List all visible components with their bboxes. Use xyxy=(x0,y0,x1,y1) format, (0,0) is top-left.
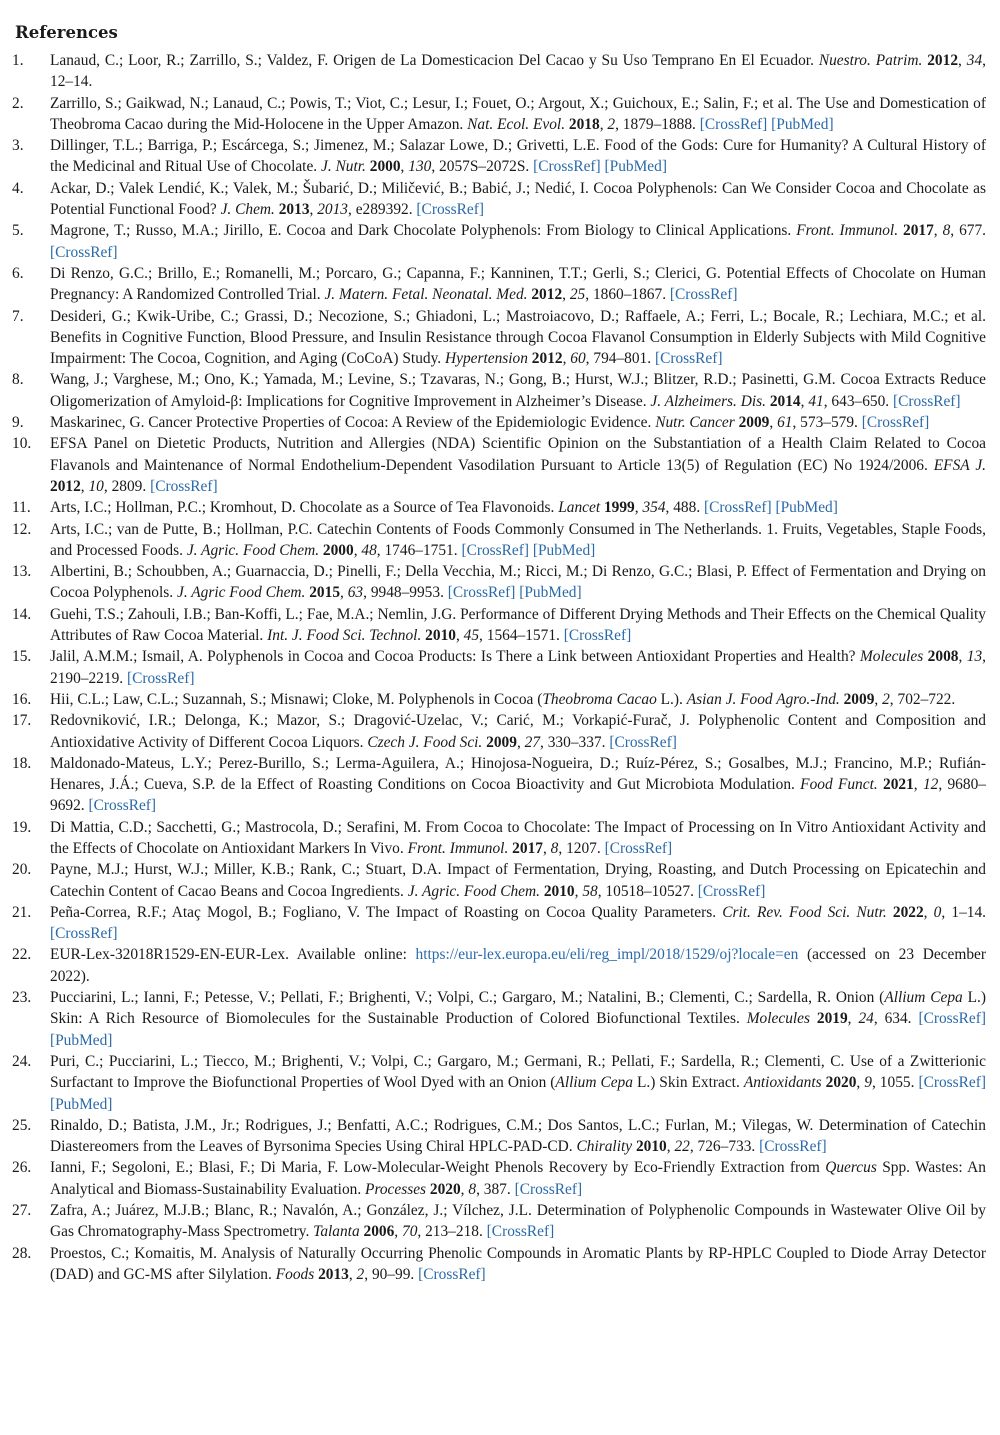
reference-volume: 13 xyxy=(966,648,983,666)
reference-body: Arts, I.C.; van de Putte, B.; Hollman, P.C. Catechin Contents of Foods Commonly Consumed in The Netherlands. 1. Fruits, Vegetables, Staple Foods, and Processed Foods. J. Agric. Food Chem. 2000, 48, 1746–1751. [CrossRef] [PubMed] xyxy=(50,520,986,559)
reference-body: Arts, I.C.; Hollman, P.C.; Kromhout, D. Chocolate as a Source of Tea Flavonoids. Lancet 1999, 354, 488. [CrossRef] [PubMed] xyxy=(50,499,838,517)
reference-body: Peña-Correa, R.F.; Ataç Mogol, B.; Fogliano, V. The Impact of Roasting on Cocoa Quality Parameters. Crit. Rev. Food Sci. Nutr. 2022, 0, 1–14. [CrossRef] xyxy=(50,903,987,943)
reference-body: Lanaud, C.; Loor, R.; Zarrillo, S.; Valdez, F. Origen de La Domesticacion Del Cacao y Su Uso Temprano En El Ecuador. Nuestro. Patrim. 2012, 34, 12–14. xyxy=(50,52,986,91)
reference-body: Maldonado-Mateus, L.Y.; Perez-Burillo, S.; Lerma-Aguilera, A.; Hinojosa-Nogueira, D.; Ruíz-Pérez, S.; Gosalbes, M.J.; Francino, M.P.; Rufián-Henares, J.Á.; Cueva, S.P. de la Effect of Roasting Conditions on Cocoa Bioactivity and Gut Microbiota Modulation. Food Funct. 2021, 12, 9680–9692. [CrossRef] xyxy=(50,754,986,815)
reference-pages: 12–14. xyxy=(50,73,93,91)
reference-journal: Front. Immunol. xyxy=(796,222,899,240)
reference-authors-title: Magrone, T.; Russo, M.A.; Jirillo, E. Cocoa and Dark Chocolate Polyphenols: From Biology to Clinical Applications. xyxy=(50,222,792,240)
reference-authors-title: Maldonado-Mateus, L.Y.; Perez-Burillo, S.; Lerma-Aguilera, A.; Hinojosa-Nogueira, D.; Ruíz-Pérez, S.; Gosalbes, M.J.; Francino, M.P.; Rufián-Henares, J.Á.; Cueva, S.P. de la Effect of Roasting Conditions on Cocoa Bioactivity and Gut Microbiota Modulation. xyxy=(50,754,986,794)
reference-volume: 58 xyxy=(582,882,598,900)
reference-body: Di Renzo, G.C.; Brillo, E.; Romanelli, M.; Porcaro, G.; Capanna, F.; Kanninen, T.T.; Gerli, S.; Clerici, G. Potential Effects of Chocolate on Human Pregnancy: A Randomized Controlled Trial. J. Matern. Fetal. Neonatal. Med. 2012, 25, 1860–1867. [CrossRef] xyxy=(50,264,986,304)
crossref-link[interactable]: [CrossRef] xyxy=(88,797,157,815)
reference-body: Zafra, A.; Juárez, M.J.B.; Blanc, R.; Navalón, A.; González, J.; Vílchez, J.L. Determination of Polyphenolic Compounds in Wastewater Olive Oil by Gas Chromatography-Mass Spectrometry. Talanta 2006, 70, 213–218. [CrossRef] xyxy=(50,1202,986,1241)
reference-authors-title: Pucciarini, L.; Ianni, F.; Petesse, V.; Pellati, F.; Brighenti, V.; Volpi, C.; Gargaro, M.; Natalini, B.; Clementi, C.; Sardella, R. Onion ( xyxy=(50,989,885,1007)
reference-journal: Nuestro. Patrim. xyxy=(818,52,923,69)
reference-journal: Front. Immunol. xyxy=(407,839,509,857)
reference-species-name: Theobroma Cacao xyxy=(542,690,657,708)
reference-title-continued: L.). xyxy=(656,690,683,708)
reference-journal: Int. J. Food Sci. Technol. xyxy=(267,627,422,645)
reference-item xyxy=(12,93,986,136)
reference-year: 2021 xyxy=(883,776,914,794)
reference-title-continued: L.) Skin: A Rich Resource of Biomolecules for the Sustainable Production of Colored Biofunctional Textiles. xyxy=(50,989,986,1028)
reference-number: 14. xyxy=(12,605,32,623)
reference-authors-title: Jalil, A.M.M.; Ismail, A. Polyphenols in Cocoa and Cocoa Products: Is There a Link between Antioxidant Properties and Health? xyxy=(50,648,856,666)
reference-volume: 0 xyxy=(933,903,942,921)
reference-authors-title: Albertini, B.; Schoubben, A.; Guarnaccia, D.; Pinelli, F.; Della Vecchia, M.; Ricci, M.; Di Renzo, G.C.; Blasi, P. Effect of Fermentation and Drying on Cocoa Polyphenols. xyxy=(50,563,986,602)
reference-item xyxy=(12,306,986,370)
reference-journal: Food Funct. xyxy=(800,776,878,794)
reference-number: 21. xyxy=(12,903,32,921)
crossref-link[interactable]: [CrossRef] xyxy=(759,1138,827,1156)
reference-year: 2006 xyxy=(363,1223,395,1241)
reference-body: Albertini, B.; Schoubben, A.; Guarnaccia, D.; Pinelli, F.; Della Vecchia, M.; Ricci, M.; Di Renzo, G.C.; Blasi, P. Effect of Fermentation and Drying on Cocoa Polyphenols. J. Agric Food Chem. 2015, 63, 9948–9953. [CrossRef] [PubMed] xyxy=(50,563,986,602)
reference-number: 7. xyxy=(12,307,24,325)
reference-volume: 45 xyxy=(463,627,480,645)
reference-item xyxy=(12,412,986,433)
crossref-link[interactable]: [CrossRef] xyxy=(893,392,961,410)
crossref-link[interactable]: [CrossRef] xyxy=(604,839,673,857)
reference-authors-title: Dillinger, T.L.; Barriga, P.; Escárcega, S.; Jimenez, M.; Salazar Lowe, D.; Grivetti, L.E. Food of the Gods: Cure for Humanity? A Cultural History of the Medicinal and Ritual Use of Chocolate. xyxy=(50,137,986,176)
reference-journal: Crit. Rev. Food Sci. Nutr. xyxy=(722,903,887,921)
reference-number: 19. xyxy=(12,818,32,836)
reference-year: 2009 xyxy=(486,733,517,751)
reference-body: Puri, C.; Pucciarini, L.; Tiecco, M.; Brighenti, V.; Volpi, C.; Gargaro, M.; Germani, R.; Pellati, F.; Sardella, R.; Clementi, C. Use of a Zwitterionic Surfactant to Improve the Biofunctional Properties of Wool Dyed with an Onion (Allium Cepa L.) Skin Extract. Antioxidants 2020, 9, 1055. [CrossRef] [PubMed] xyxy=(50,1052,986,1113)
reference-number: 27. xyxy=(12,1202,32,1220)
reference-item xyxy=(12,987,986,1051)
reference-number: 1. xyxy=(12,52,24,69)
reference-year: 2009 xyxy=(738,414,770,432)
reference-item xyxy=(12,817,986,860)
reference-pages: e289392. xyxy=(355,201,413,219)
reference-year: 2000 xyxy=(322,541,354,559)
reference-pages: 90–99. xyxy=(371,1265,415,1283)
reference-journal: J. Agric. Food Chem. xyxy=(186,541,320,559)
reference-pages: 726–733. xyxy=(697,1138,756,1156)
reference-journal: EFSA J. xyxy=(933,456,986,474)
reference-pages: 10518–10527. xyxy=(605,882,694,900)
reference-journal: J. Nutr. xyxy=(321,158,366,176)
crossref-link[interactable]: [CrossRef] xyxy=(461,541,529,559)
reference-number: 4. xyxy=(12,179,24,197)
reference-pages: 1–14. xyxy=(951,903,987,921)
reference-title-continued: L.) Skin Extract. xyxy=(632,1074,740,1092)
reference-authors-title: Lanaud, C.; Loor, R.; Zarrillo, S.; Valdez, F. Origen de La Domesticacion Del Cacao y Su Uso Temprano En El Ecuador. xyxy=(50,52,814,69)
reference-authors-title: Payne, M.J.; Hurst, W.J.; Miller, K.B.; Rank, C.; Stuart, D.A. Impact of Fermentation, Drying, Roasting, and Dutch Processing on Epicatechin and Catechin Content of Cacao Beans and Cocoa Ingredients. xyxy=(50,861,986,900)
reference-pages: 1879–1888. xyxy=(622,115,696,133)
reference-year: 2022 xyxy=(892,903,924,921)
reference-pages: 9948–9953. xyxy=(370,584,444,602)
reference-year: 2012 xyxy=(50,477,81,495)
reference-authors-title: Zafra, A.; Juárez, M.J.B.; Blanc, R.; Navalón, A.; González, J.; Vílchez, J.L. Determination of Polyphenolic Compounds in Wastewater Olive Oil by Gas Chromatography-Mass Spectrometry. xyxy=(50,1202,986,1241)
crossref-link[interactable]: [CrossRef] xyxy=(418,1265,486,1283)
reference-authors-title: Proestos, C.; Komaitis, M. Analysis of Naturally Occurring Phenolic Compounds in Aromatic Plants by RP-HPLC Coupled to Diode Array Detector (DAD) and GC-MS after Silylation. xyxy=(50,1244,986,1283)
reference-authors-title: Wang, J.; Varghese, M.; Ono, K.; Yamada, M.; Levine, S.; Tzavaras, N.; Gong, B.; Hurst, W.J.; Blitzer, R.D.; Pasinetti, G.M. Cocoa Extracts Reduce Oligomerization of Amyloid-β: Implications for Cognitive Improvement in Alzheimer’s Disease. xyxy=(50,371,986,410)
reference-journal: Talanta xyxy=(313,1223,360,1241)
reference-volume: 8 xyxy=(942,222,951,240)
reference-item xyxy=(12,689,986,710)
reference-body: Payne, M.J.; Hurst, W.J.; Miller, K.B.; Rank, C.; Stuart, D.A. Impact of Fermentation, Drying, Roasting, and Dutch Processing on Epicatechin and Catechin Content of Cacao Beans and Cocoa Ingredients. J. Agric. Food Chem. 2010, 58, 10518–10527. [CrossRef] xyxy=(50,861,986,900)
reference-pages: 2809. xyxy=(111,477,147,495)
reference-pages: 2190–2219. xyxy=(50,669,124,687)
reference-authors-title: Arts, I.C.; van de Putte, B.; Hollman, P.C. Catechin Contents of Foods Commonly Consumed in The Netherlands. 1. Fruits, Vegetables, Staple Foods, and Processed Foods. xyxy=(50,520,986,559)
reference-pages: 2057S–2072S. xyxy=(439,158,530,176)
reference-pages: 643–650. xyxy=(831,392,890,410)
reference-year: 2017 xyxy=(512,839,543,857)
reference-item xyxy=(12,220,986,263)
crossref-link[interactable]: [CrossRef] xyxy=(416,201,484,219)
reference-year: 2017 xyxy=(903,222,934,240)
reference-item xyxy=(12,135,986,178)
reference-volume: 130 xyxy=(408,158,432,176)
reference-item xyxy=(12,1115,986,1158)
reference-item xyxy=(12,1200,986,1243)
reference-journal: Lancet xyxy=(558,499,601,517)
reference-body: Magrone, T.; Russo, M.A.; Jirillo, E. Cocoa and Dark Chocolate Polyphenols: From Biology to Clinical Applications. Front. Immunol. 2017, 8, 677. [CrossRef] xyxy=(50,222,987,261)
reference-year: 2008 xyxy=(927,648,959,666)
reference-item xyxy=(12,1157,986,1200)
crossref-link[interactable]: [CrossRef] xyxy=(704,499,772,517)
reference-body: Pucciarini, L.; Ianni, F.; Petesse, V.; Pellati, F.; Brighenti, V.; Volpi, C.; Gargaro, M.; Natalini, B.; Clementi, C.; Sardella, R. Onion (Allium Cepa L.) Skin: A Rich Resource of Biomolecules for the Sustainable Production of Colored Biofunctional Textiles. Molecules 2019, 24, 634. [CrossRef] [PubMed] xyxy=(50,989,986,1049)
reference-body: Guehi, T.S.; Zahouli, I.B.; Ban-Koffi, L.; Fae, M.A.; Nemlin, J.G. Performance of Different Drying Methods and Their Effects on the Chemical Quality Attributes of Raw Cocoa Material. Int. J. Food Sci. Technol. 2010, 45, 1564–1571. [CrossRef] xyxy=(50,605,986,645)
reference-number: 24. xyxy=(12,1052,32,1070)
reference-body: Hii, C.L.; Law, C.L.; Suzannah, S.; Misnawi; Cloke, M. Polyphenols in Cocoa (Theobroma Cacao L.). Asian J. Food Agro.-Ind. 2009, 2, 702–722. xyxy=(50,690,956,708)
reference-volume: 63 xyxy=(347,584,364,602)
reference-year: 2000 xyxy=(369,158,401,176)
reference-volume: 70 xyxy=(402,1223,418,1241)
crossref-link[interactable]: [CrossRef] xyxy=(563,627,632,645)
reference-authors-title: Peña-Correa, R.F.; Ataç Mogol, B.; Fogliano, V. The Impact of Roasting on Cocoa Quality Parameters. xyxy=(50,903,717,921)
reference-volume: 2 xyxy=(356,1265,365,1283)
pubmed-link[interactable]: [PubMed] xyxy=(50,1031,113,1049)
reference-body: Maskarinec, G. Cancer Protective Properties of Cocoa: A Review of the Epidemiologic Evidence. Nutr. Cancer 2009, 61, 573–579. [CrossRef] xyxy=(50,414,930,432)
reference-pages: 1207. xyxy=(566,839,601,857)
reference-volume: 12 xyxy=(922,776,939,794)
reference-journal: Processes xyxy=(365,1180,427,1198)
reference-volume: 2 xyxy=(607,115,616,133)
reference-authors-title: EUR-Lex-32018R1529-EN-EUR-Lex. Available online: xyxy=(50,946,407,964)
reference-journal: Nat. Ecol. Evol. xyxy=(467,115,566,133)
reference-volume: 25 xyxy=(569,286,586,304)
reference-journal: Foods xyxy=(275,1265,315,1283)
crossref-link[interactable]: [CrossRef] xyxy=(486,1223,555,1241)
pubmed-link[interactable]: [PubMed] xyxy=(604,158,667,176)
reference-journal: Antioxidants xyxy=(743,1074,822,1092)
reference-pages: 1860–1867. xyxy=(592,286,667,304)
reference-journal: Molecules xyxy=(859,648,924,666)
reference-body: Zarrillo, S.; Gaikwad, N.; Lanaud, C.; Powis, T.; Viot, C.; Lesur, I.; Fouet, O.; Argout, X.; Guichoux, E.; Salin, F.; et al. The Use and Domestication of Theobroma Cacao during the Mid-Holocene in the Upper Amazon. Nat. Ecol. Evol. 2018, 2, 1879–1888. [CrossRef] [PubMed] xyxy=(50,94,986,133)
reference-authors-title: Puri, C.; Pucciarini, L.; Tiecco, M.; Brighenti, V.; Volpi, C.; Gargaro, M.; Germani, R.; Pellati, F.; Sardella, R.; Clementi, C. Use of a Zwitterionic Surfactant to Improve the Biofunctional Properties of Wool Dyed with an Onion ( xyxy=(50,1052,986,1092)
reference-journal: Asian J. Food Agro.-Ind. xyxy=(686,690,840,708)
reference-pages: 330–337. xyxy=(547,733,606,751)
reference-year: 2020 xyxy=(429,1180,461,1198)
reference-item xyxy=(12,859,986,902)
reference-volume: 48 xyxy=(361,541,377,559)
reference-journal: J. Alzheimers. Dis. xyxy=(650,392,766,410)
reference-item xyxy=(12,433,986,497)
crossref-link[interactable]: [CrossRef] xyxy=(861,414,930,432)
reference-volume: 2013 xyxy=(317,201,348,219)
reference-pages: 9680–9692. xyxy=(50,776,986,815)
reference-number: 9. xyxy=(12,414,24,432)
reference-url-link[interactable]: https://eur-lex.europa.eu/eli/reg_impl/2018/1529/oj?locale=en xyxy=(415,946,799,964)
reference-number: 20. xyxy=(12,861,32,879)
reference-item xyxy=(12,263,986,306)
reference-volume: 8 xyxy=(550,839,559,857)
reference-pages: 573–579. xyxy=(800,414,858,432)
reference-number: 5. xyxy=(12,222,24,240)
reference-species-name: Quercus xyxy=(825,1159,877,1177)
crossref-link[interactable]: [CrossRef] xyxy=(50,925,118,943)
reference-volume: 27 xyxy=(524,733,541,751)
reference-year: 2010 xyxy=(543,882,575,900)
reference-volume: 60 xyxy=(570,350,586,368)
pubmed-link[interactable]: [PubMed] xyxy=(519,584,582,602)
crossref-link[interactable]: [CrossRef] xyxy=(533,158,601,176)
reference-pages: 1564–1571. xyxy=(486,627,560,645)
reference-volume: 34 xyxy=(966,52,983,69)
reference-body: Ackar, D.; Valek Lendić, K.; Valek, M.; Šubarić, D.; Miličević, B.; Babić, J.; Nedić, I. Cocoa Polyphenols: Can We Consider Cocoa and Chocolate as Potential Functional Food? J. Chem. 2013, 2013, e289392. [CrossRef] xyxy=(50,179,986,219)
crossref-link[interactable]: [CrossRef] xyxy=(699,115,768,133)
reference-item xyxy=(12,646,986,689)
reference-year: 2020 xyxy=(825,1074,857,1092)
reference-year: 2013 xyxy=(318,1265,349,1283)
reference-number: 12. xyxy=(12,520,32,538)
reference-volume: 10 xyxy=(88,477,104,495)
reference-number: 25. xyxy=(12,1116,32,1134)
crossref-link[interactable]: [CrossRef] xyxy=(609,733,677,751)
reference-body: Di Mattia, C.D.; Sacchetti, G.; Mastrocola, D.; Serafini, M. From Cocoa to Chocolate: The Impact of Processing on In Vitro Antioxidant Activity and the Effects of Chocolate on Antioxidant Markers In Vivo. Front. Immunol. 2017, 8, 1207. [CrossRef] xyxy=(50,818,986,857)
reference-year: 2013 xyxy=(278,201,310,219)
reference-pages: 794–801. xyxy=(593,350,652,368)
reference-pages: 1055. xyxy=(879,1074,915,1092)
pubmed-link[interactable]: [PubMed] xyxy=(532,541,596,559)
reference-authors-title: Maskarinec, G. Cancer Protective Properties of Cocoa: A Review of the Epidemiologic Evidence. xyxy=(50,414,652,432)
reference-accessed-date: (accessed on 23 December 2022). xyxy=(50,946,986,985)
reference-authors-title: Zarrillo, S.; Gaikwad, N.; Lanaud, C.; Powis, T.; Viot, C.; Lesur, I.; Fouet, O.; Argout, X.; Guichoux, E.; Salin, F.; et al. The Use and Domestication of Theobroma Cacao during the Mid-Holocene in the Upper Amazon. xyxy=(50,94,986,133)
reference-number: 26. xyxy=(12,1159,32,1177)
reference-body: Wang, J.; Varghese, M.; Ono, K.; Yamada, M.; Levine, S.; Tzavaras, N.; Gong, B.; Hurst, W.J.; Blitzer, R.D.; Pasinetti, G.M. Cocoa Extracts Reduce Oligomerization of Amyloid-β: Implications for Cognitive Improvement in Alzheimer’s Disease. J. Alzheimers. Dis. 2014, 41, 643–650. [CrossRef] xyxy=(50,371,986,410)
reference-journal: Molecules xyxy=(746,1010,810,1028)
reference-number: 28. xyxy=(12,1244,32,1262)
reference-number: 8. xyxy=(12,371,24,389)
pubmed-link[interactable]: [PubMed] xyxy=(50,1095,113,1113)
reference-year: 2010 xyxy=(425,627,456,645)
reference-volume: 9 xyxy=(864,1074,872,1092)
reference-year: 2010 xyxy=(635,1138,667,1156)
crossref-link[interactable]: [CrossRef] xyxy=(654,350,723,368)
reference-journal: Chirality xyxy=(576,1138,633,1156)
reference-pages: 213–218. xyxy=(425,1223,483,1241)
reference-year: 2019 xyxy=(816,1010,848,1028)
reference-body: Jalil, A.M.M.; Ismail, A. Polyphenols in Cocoa and Cocoa Products: Is There a Link between Antioxidant Properties and Health? Molecules 2008, 13, 2190–2219. [CrossRef] xyxy=(50,648,986,687)
reference-number: 13. xyxy=(12,563,32,581)
reference-body: Ianni, F.; Segoloni, E.; Blasi, F.; Di Maria, F. Low-Molecular-Weight Phenols Recovery by Eco-Friendly Extraction from Quercus Spp. Wastes: An Analytical and Biomass-Sustainability Evaluation. Processes 2020, 8, 387. [CrossRef] xyxy=(50,1159,986,1198)
reference-authors-title: Rinaldo, D.; Batista, J.M., Jr.; Rodrigues, J.; Benfatti, A.C.; Rodrigues, C.M.; Dos Santos, L.C.; Furlan, M.; Vilegas, W. Determination of Catechin Diastereomers from the Leaves of Byrsonima Species Using Chiral HPLC-PAD-CD. xyxy=(50,1116,986,1156)
crossref-link[interactable]: [CrossRef] xyxy=(918,1010,986,1028)
reference-item xyxy=(12,519,986,562)
reference-title-continued: Spp. Wastes: An Analytical and Biomass-Sustainability Evaluation. xyxy=(50,1159,986,1198)
reference-authors-title: Arts, I.C.; Hollman, P.C.; Kromhout, D. Chocolate as a Source of Tea Flavonoids. xyxy=(50,499,555,517)
reference-item xyxy=(12,50,986,93)
reference-species-name: Allium Cepa xyxy=(555,1074,633,1092)
reference-species-name: Allium Cepa xyxy=(884,989,963,1007)
reference-number: 6. xyxy=(12,264,24,282)
reference-authors-title: Ackar, D.; Valek Lendić, K.; Valek, M.; Šubarić, D.; Miličević, B.; Babić, J.; Nedić, I. Cocoa Polyphenols: Can We Consider Cocoa and Chocolate as Potential Functional Food? xyxy=(50,179,986,219)
reference-authors-title: EFSA Panel on Dietetic Products, Nutrition and Allergies (NDA) Scientific Opinion on the Substantiation of a Health Claim Related to Cocoa Flavanols and Maintenance of Normal Endothelium-Dependent Vasodilation Pursuant to Article 13(5) of Regulation (EC) No 1924/2006. xyxy=(50,435,986,474)
reference-pages: 634. xyxy=(884,1010,912,1028)
reference-number: 18. xyxy=(12,754,32,772)
reference-journal: J. Agric Food Chem. xyxy=(176,584,306,602)
reference-item xyxy=(12,369,986,412)
reference-item xyxy=(12,710,986,753)
reference-journal: Hypertension xyxy=(445,350,528,368)
reference-year: 2018 xyxy=(568,115,600,133)
reference-volume: 61 xyxy=(777,414,793,432)
reference-item xyxy=(12,902,986,945)
reference-authors-title: Di Mattia, C.D.; Sacchetti, G.; Mastrocola, D.; Serafini, M. From Cocoa to Chocolate: The Impact of Processing on In Vitro Antioxidant Activity and the Effects of Chocolate on Antioxidant Markers In Vivo. xyxy=(50,818,986,857)
reference-list xyxy=(12,50,986,1285)
reference-pages: 488. xyxy=(673,499,701,517)
reference-number: 11. xyxy=(12,499,31,517)
reference-year: 2009 xyxy=(843,690,875,708)
reference-number: 2. xyxy=(12,94,24,112)
reference-item xyxy=(12,1051,986,1115)
crossref-link[interactable]: [CrossRef] xyxy=(447,584,516,602)
reference-number: 17. xyxy=(12,712,32,730)
reference-item xyxy=(12,497,986,518)
reference-volume: 354 xyxy=(642,499,666,517)
reference-journal: Czech J. Food Sci. xyxy=(367,733,483,751)
reference-item xyxy=(12,1243,986,1286)
reference-pages: 702–722. xyxy=(897,690,956,708)
reference-year: 2015 xyxy=(309,584,341,602)
reference-body: Dillinger, T.L.; Barriga, P.; Escárcega, S.; Jimenez, M.; Salazar Lowe, D.; Grivetti, L.E. Food of the Gods: Cure for Humanity? A Cultural History of the Medicinal and Ritual Use of Chocolate. J. Nutr. 2000, 130, 2057S–2072S. [CrossRef] [PubMed] xyxy=(50,137,986,176)
reference-number: 10. xyxy=(12,435,32,453)
crossref-link[interactable]: [CrossRef] xyxy=(669,286,738,304)
reference-item xyxy=(12,561,986,604)
reference-volume: 2 xyxy=(882,690,890,708)
reference-number: 3. xyxy=(12,137,24,155)
reference-item xyxy=(12,604,986,647)
crossref-link[interactable]: [CrossRef] xyxy=(126,669,195,687)
pubmed-link[interactable]: [PubMed] xyxy=(775,499,838,517)
reference-item xyxy=(12,178,986,221)
reference-authors-title: Desideri, G.; Kwik-Uribe, C.; Grassi, D.; Necozione, S.; Ghiadoni, L.; Mastroiacovo, D.; Raffaele, A.; Ferri, L.; Bocale, R.; Lechiara, M.C.; et al. Benefits in Cognitive Function, Blood Pressure, and Insulin Resistance through Cocoa Flavanol Consumption in Elderly Subjects with Mild Cognitive Impairment: The Cocoa, Cognition, and Aging (CoCoA) Study. xyxy=(50,307,986,368)
crossref-link[interactable]: [CrossRef] xyxy=(697,882,766,900)
reference-volume: 24 xyxy=(858,1010,874,1028)
reference-authors-title: Guehi, T.S.; Zahouli, I.B.; Ban-Koffi, L.; Fae, M.A.; Nemlin, J.G. Performance of Different Drying Methods and Their Effects on the Chemical Quality Attributes of Raw Cocoa Material. xyxy=(50,605,986,645)
reference-volume: 22 xyxy=(674,1138,690,1156)
reference-body: Desideri, G.; Kwik-Uribe, C.; Grassi, D.; Necozione, S.; Ghiadoni, L.; Mastroiacovo, D.; Raffaele, A.; Ferri, L.; Bocale, R.; Lechiara, M.C.; et al. Benefits in Cognitive Function, Blood Pressure, and Insulin Resistance through Cocoa Flavanol Consumption in Elderly Subjects with Mild Cognitive Impairment: The Cocoa, Cognition, and Aging (CoCoA) Study. Hypertension 2012, 60, 794–801. [CrossRef] xyxy=(50,307,986,368)
reference-body: Proestos, C.; Komaitis, M. Analysis of Naturally Occurring Phenolic Compounds in Aromatic Plants by RP-HPLC Coupled to Diode Array Detector (DAD) and GC-MS after Silylation. Foods 2013, 2, 90–99. [CrossRef] xyxy=(50,1244,986,1283)
reference-year: 2012 xyxy=(927,52,959,69)
reference-authors-title: Di Renzo, G.C.; Brillo, E.; Romanelli, M.; Porcaro, G.; Capanna, F.; Kanninen, T.T.; Gerli, S.; Clerici, G. Potential Effects of Chocolate on Human Pregnancy: A Randomized Controlled Trial. xyxy=(50,264,986,304)
reference-authors-title: Redovniković, I.R.; Delonga, K.; Mazor, S.; Dragović-Uzelac, V.; Carić, M.; Vorkapić-Furač, J. Polyphenolic Content and Composition and Antioxidative Activity of Different Cocoa Liquors. xyxy=(50,712,986,751)
reference-number: 23. xyxy=(12,989,32,1007)
reference-volume: 41 xyxy=(808,392,824,410)
crossref-link[interactable]: [CrossRef] xyxy=(514,1180,583,1198)
reference-number: 15. xyxy=(12,648,32,666)
reference-authors-title: Ianni, F.; Segoloni, E.; Blasi, F.; Di Maria, F. Low-Molecular-Weight Phenols Recovery by Eco-Friendly Extraction from xyxy=(50,1159,826,1177)
reference-year: 2014 xyxy=(769,392,801,410)
crossref-link[interactable]: [CrossRef] xyxy=(150,477,218,495)
reference-pages: 677. xyxy=(959,222,987,240)
reference-item xyxy=(12,753,986,817)
reference-journal: J. Matern. Fetal. Neonatal. Med. xyxy=(324,286,528,304)
reference-body: Redovniković, I.R.; Delonga, K.; Mazor, S.; Dragović-Uzelac, V.; Carić, M.; Vorkapić-Furač, J. Polyphenolic Content and Composition and Antioxidative Activity of Different Cocoa Liquors. Czech J. Food Sci. 2009, 27, 330–337. [CrossRef] xyxy=(50,712,986,751)
reference-year: 2012 xyxy=(531,350,563,368)
reference-body: Rinaldo, D.; Batista, J.M., Jr.; Rodrigues, J.; Benfatti, A.C.; Rodrigues, C.M.; Dos Santos, L.C.; Furlan, M.; Vilegas, W. Determination of Catechin Diastereomers from the Leaves of Byrsonima Species Using Chiral HPLC-PAD-CD. Chirality 2010, 22, 726–733. [CrossRef] xyxy=(50,1116,986,1156)
reference-volume: 8 xyxy=(468,1180,477,1198)
reference-journal: Nutr. Cancer xyxy=(655,414,735,432)
reference-body xyxy=(50,944,986,987)
reference-year: 1999 xyxy=(603,499,635,517)
crossref-link[interactable]: [CrossRef] xyxy=(918,1074,986,1092)
crossref-link[interactable]: [CrossRef] xyxy=(50,243,118,261)
reference-journal: J. Chem. xyxy=(220,201,275,219)
reference-authors-title: Hii, C.L.; Law, C.L.; Suzannah, S.; Misnawi; Cloke, M. Polyphenols in Cocoa ( xyxy=(50,690,543,708)
reference-pages: 1746–1751. xyxy=(384,541,458,559)
reference-journal: J. Agric. Food Chem. xyxy=(407,882,540,900)
reference-pages: 387. xyxy=(483,1180,511,1198)
references-heading: References xyxy=(15,23,118,42)
reference-year: 2012 xyxy=(531,286,563,304)
reference-number: 16. xyxy=(12,690,32,708)
reference-body: EFSA Panel on Dietetic Products, Nutrition and Allergies (NDA) Scientific Opinion on the Substantiation of a Health Claim Related to Cocoa Flavanols and Maintenance of Normal Endothelium-Dependent Vasodilation Pursuant to Article 13(5) of Regulation (EC) No 1924/2006. EFSA J. 2012, 10, 2809. [CrossRef] xyxy=(50,435,986,495)
pubmed-link[interactable]: [PubMed] xyxy=(771,115,834,133)
reference-number: 22. xyxy=(12,946,32,964)
reference-item xyxy=(12,944,986,987)
